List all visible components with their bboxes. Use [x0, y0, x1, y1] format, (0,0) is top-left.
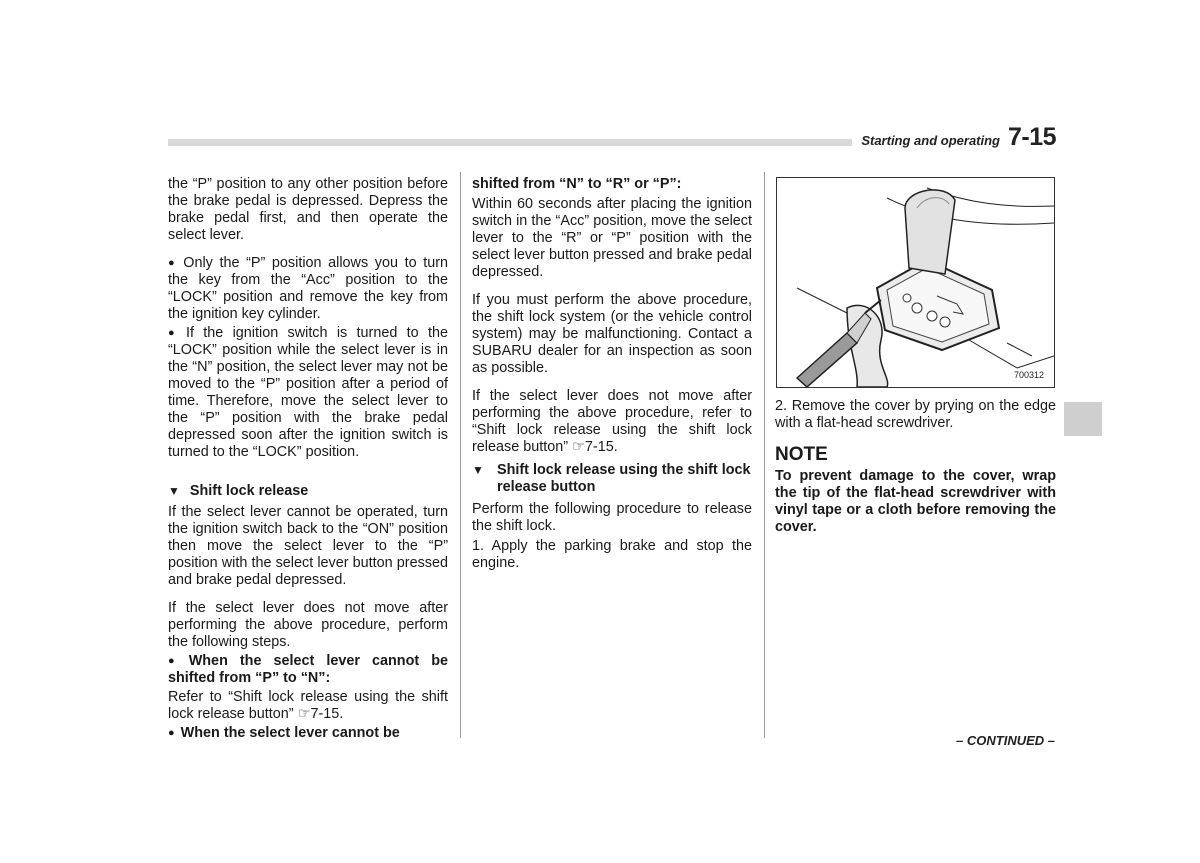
chapter-tab [1064, 402, 1102, 436]
header-rule [168, 139, 852, 146]
column-1 [168, 176, 448, 744]
column-3 [775, 398, 1056, 547]
bullet-item: ● When the select lever cannot be [168, 725, 400, 741]
paragraph: 2. Remove the cover by prying on the edge with a flat-head screwdriver. [775, 398, 1056, 431]
dot-icon: ● [168, 327, 180, 339]
paragraph: If the select lever does not move after performing the above procedure, refer to “Shift lock release using the shift lock release button” ☞7-15. [472, 388, 752, 455]
paragraph: If the select lever cannot be operated, turn the ignition switch back to the “ON” position then move the select lever to the “P” position with the select lever button pressed and brake pedal depressed. [168, 504, 448, 588]
bullet-item: ● When the select lever cannot be shifted from “P” to “N”: [168, 653, 448, 686]
triangle-down-icon: ▼ [472, 463, 484, 477]
section-title: Starting and operating [861, 133, 1000, 148]
continued-label: – CONTINUED – [956, 733, 1055, 748]
note-text: To prevent damage to the cover, wrap the tip of the flat-head screwdriver with vinyl tape or a cloth before removing the cover. [775, 468, 1056, 535]
paragraph: If the select lever does not move after performing the above procedure, perform the following steps. [168, 600, 448, 650]
bullet-item: ● Only the “P” position allows you to turn the key from the “Acc” position to the “LOCK” position and remove the key from the ignition key cylinder. [168, 255, 448, 322]
column-2 [472, 176, 752, 583]
paragraph: Perform the following procedure to release the shift lock. [472, 501, 752, 534]
paragraph: If you must perform the above procedure, the shift lock system (or the vehicle control system) may be malfunctioning. Contact a SUBARU dealer for an inspection as soon as possible. [472, 292, 752, 376]
paragraph: the “P” position to any other position before the brake pedal is depressed. Depress the brake pedal first, and then operate the select lever. [168, 176, 448, 243]
column-divider [460, 172, 461, 738]
figure-code: 700312 [1013, 370, 1044, 380]
paragraph: 1. Apply the parking brake and stop the engine. [472, 538, 752, 571]
section-heading: ▼ Shift lock release [168, 483, 309, 499]
subheading: shifted from “N” to “R” or “P”: [472, 176, 682, 192]
note-title: NOTE [775, 444, 828, 465]
paragraph: Refer to “Shift lock release using the shift lock release button” ☞7-15. [168, 689, 448, 722]
shift-lever-drawing [777, 178, 1054, 387]
dot-icon: ● [168, 655, 183, 667]
section-heading: ▼ Shift lock release using the shift lock release button [472, 462, 751, 495]
paragraph: Within 60 seconds after placing the ignition switch in the “Acc” position, move the select lever to the “R” or “P” position with the select lever button pressed and brake pedal depressed. [472, 196, 752, 280]
column-divider [764, 172, 765, 738]
dot-icon: ● [168, 257, 178, 269]
triangle-down-icon: ▼ [168, 484, 180, 498]
page-number: 7-15 [1008, 123, 1057, 151]
bullet-item: ● If the ignition switch is turned to the “LOCK” position while the select lever is in the “N” position, the select lever may not be moved to the “P” position after a period of time. Therefore, move the select lever to the “P” position with the brake pedal depressed soon after the ignition switch is turned to the “LOCK” position. [168, 325, 448, 460]
shift-lever-illustration [776, 177, 1055, 388]
dot-icon: ● [168, 727, 175, 739]
